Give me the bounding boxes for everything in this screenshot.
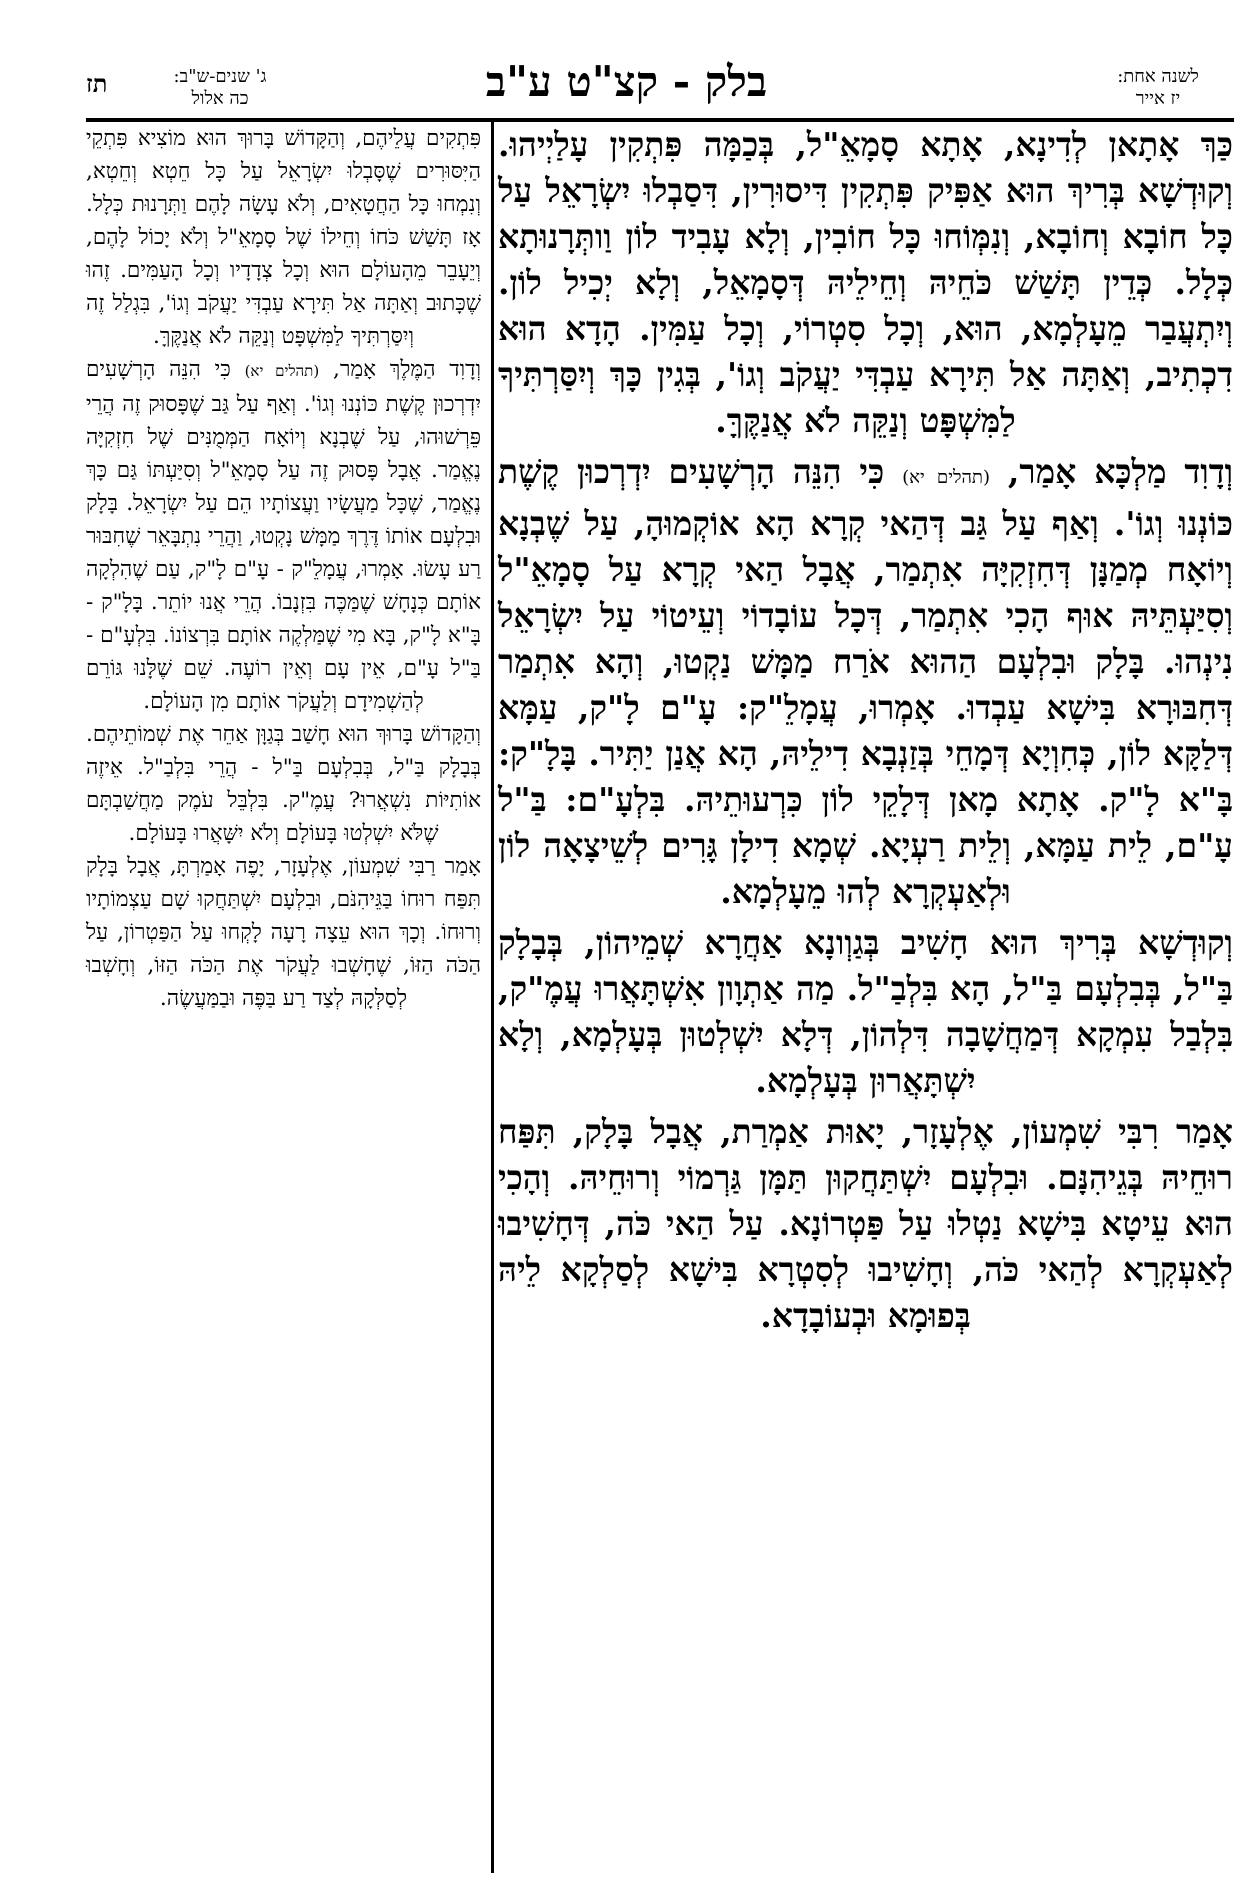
- main-p2-citation: (תהלים יא): [902, 467, 991, 488]
- page-title: בלק - קצ"ט ע"ב: [485, 57, 768, 106]
- header-left-line2: כה אלול: [191, 88, 249, 109]
- main-paragraph-4: אָמַר רִבִּי שִׁמְעוֹן, אֶלְעָזָר, יָאוּת אַמְרַת, אֲבָל בָּלָק, תִּפַּח רוּחֵיהּ בְּגֵיהִנָּם. וּבִלְעָם יִשְׁתַּחֲקוּן תַּמָּן גַּרְמוֹי וְרוּחֵיהּ. וְהָכִי הוּא עֵיטָא בִּישָׁא נַטְלוּ עַל פַּטְרוֹנָא. עַל הַאי כֹּה, דְּחָשִׁיבוּ לְאַעְקְרָא לְהַאי כֹּה, וְחָשִׁיבוּ לְסִטְרָא בִּישָׁא לְסַלְקָא לֵיהּ בְּפוּמָא וּבְעוֹבָדָא.: [498, 1112, 1233, 1335]
- header-right-line1: לשנה אחת:: [1117, 66, 1199, 87]
- header-right: [1083, 66, 1233, 110]
- side-p2-start: וְדָוִד הַמֶּלֶךְ אָמַר,: [332, 357, 481, 382]
- main-paragraph-1: כַּךְ אָתָאן לְדִינָא, אָתָא סָמָאֵ"ל, בְּכַמָּה פִּתְקִין עָלַיְיהוּ. וְקוּדְשָׁא בְּרִיךְ הוּא אַפִּיק פִּתְקִין דִּיסוּרִין, דִּסַבְלוּ יִשְׂרָאֵל עַל כָּל חוֹבָא וְחוֹבָא, וְנִמְּוֹחוּ כָּל חוֹבִין, וְלָא עָבִיד לוֹן וַותְּרָנוּתָא כְּלָל. כְּדֵין תָּשַׁשׁ כֹּחֵיהּ וְחֵילֵיהּ דְּסָמָאֵל, וְלָא יְכִיל לוֹן. וְיִתְעֲבַר מֵעָלְמָא, הוּא, וְכָל סִטְרוֹי, וְכָל עַמִּין. הָדָא הוּא דִכְתִיב, וְאַתָּה אַל תִּירָא עַבְדִּי יַעֲקֹב וְגוֹ', בְּגִין כָּךְ וְיִסַּרְתִּיךָ לַמִּשְׁפָּט וְנַקֵּה לֹא אֲנַקֶּךָּ.: [498, 125, 1233, 440]
- main-paragraph-2: [498, 449, 1233, 915]
- header-left-line1: ג' שנים-ש"ב:: [173, 66, 267, 87]
- main-p2-rest: כִּי הִנֵּה הָרְשָׁעִים יִדְרְכוּן קֶשֶׁת כּוֹנְנוּ וְגוֹ'. וְאַף עַל גַּב דְּהַאי קְרָא הָא אוֹקְמוּהָ, עַל שֶׁבְנָא וְיוֹאָח מְמַנָּן דְּחִזְקִיָּה אִתְמַר, אֲבָל הַאי קְרָא עַל סָמָאֵ"ל וְסִיַּעְתֵּיהּ אוּף הָכִי אִתְמַר, דְּכָל עוֹבָדוֹי וְעֵיטוֹי עַל יִשְׂרָאֵל נִינְהוּ. בָּלָק וּבִלְעָם הַהוּא אֹרַח מַמָּשׁ נַקְטוּ, וְהָא אִתְמַר דְּחִבּוּרָא בִּישָׁא עַבְדוּ. אָמְרוּ, עֲמָלֵ"ק: עָ"ם לָ"ק, עַמָּא דְּלַקָּא לוֹן, כְּחִוְיָא דְּמָחֵי בְּזַנְבָא דִילֵיהּ, הָא אֲנַן יַתִּיר. בָּלָ"ק: בָּ"א לָ"ק. אָתָא מָאן דְּלָקֵי לוֹן כִּרְעוּתֵיהּ. בִּלְעָ"ם: בַּ"ל עָ"ם, לֵית עַמָּא, וְלֵית רַעְיָא. שְׁמָא דִילָן גָּרִים לְשֵׁיצָאָה לוֹן וּלְאַעְקְרָא לְהוּ מֵעָלְמָא.: [498, 452, 1233, 911]
- side-column: [86, 122, 481, 1015]
- main-p2-start: וְדָוִד מַלְכָּא אָמַר,: [1007, 452, 1234, 491]
- main-paragraph-3: וְקוּדְשָׁא בְּרִיךְ הוּא חָשִׁיב בְּגַוְונָא אַחֲרָא שְׁמֵיהוֹן, בְּבָלָק בַּ"ל, בְּבִלְעָם בַּ"ל, הָא בִּלְבַ"ל. מַה אַתְוָון אִשְׁתָּאֲרוּ עֲמֶ"ק, בִּלְבַל עִמְקָא דְּמַחֲשָׁבָה דִּלְהוֹן, דְּלָא יִשְׁלְטוּן בְּעָלְמָא, וְלָא יִשְׁתָּאֲרוּן בְּעָלְמָא.: [498, 923, 1233, 1100]
- column-divider: [491, 118, 494, 1873]
- main-column: [498, 122, 1233, 1339]
- header-left: [130, 66, 310, 110]
- side-paragraph-2: [86, 353, 481, 718]
- side-p2-rest: כִּי הִנֵּה הָרְשָׁעִים יִדְרְכוּן קֶשֶׁת כּוֹנְנוּ וְגוֹ'. וְאַף עַל גַּב שֶׁפָּסוּק זֶה הֲרֵי פֵּרְשׁוּהוּ, עַל שֶׁבְנָא וְיוֹאָח הַמְּמֻנִּים שֶׁל חִזְקִיָּה נֶאֱמַר. אֲבָל פָּסוּק זֶה עַל סָמָאֵ"ל וְסִיַּעְתּוֹ גַּם כָּךְ נֶאֱמַר, שֶׁכָּל מַעֲשָׂיו וַעֲצוֹתָיו הֵם עַל יִשְׂרָאֵל. בָּלָק וּבִלְעָם אוֹתוֹ דֶּרֶךְ מַמָּשׁ נָקְטוּ, וַהֲרֵי נִתְבָּאֵר שֶׁחִבּוּר רַע עָשׂוּ. אָמְרוּ, עֲמָלֵ"ק - עָ"ם לָ"ק, עַם שֶׁהִלְקָה אוֹתָם כְּנָחָשׁ שֶׁמַּכֶּה בִּזְנָבוֹ. הֲרֵי אֲנוּ יוֹתֵר. בָּלָ"ק - בָּ"א לָ"ק, בָּא מִי שֶׁמַּלְקֶה אוֹתָם בִּרְצוֹנוֹ. בִּלְעָ"ם - בַּ"ל עָ"ם, אֵין עָם וְאֵין רוֹעֶה. שֵׁם שֶׁלָּנוּ גּוֹרֵם לְהַשְׁמִידָם וְלַעֲקֹר אוֹתָם מִן הָעוֹלָם.: [86, 357, 481, 714]
- header-right-line2: יז אייר: [1135, 88, 1181, 109]
- side-paragraph-1: פִּתְקִים עֲלֵיהֶם, וְהַקָּדוֹשׁ בָּרוּךְ הוּא מוֹצִיא פִּתְקֵי הַיִּסּוּרִים שֶׁסָּבְלוּ יִשְׂרָאֵל עַל כָּל חֵטְא וְחֵטְא, וְנִמְחוּ כָּל הַחֲטָאִים, וְלֹא עָשָׂה לָהֶם וַתְּרָנוּת כְּלָל. אָז תָּשַׁשׁ כֹּחוֹ וְחֵילוֹ שֶׁל סָמָאֵ"ל וְלֹא יָכוֹל לָהֶם, וְיֵעָבֵר מֵהָעוֹלָם הוּא וְכָל צְדָדָיו וְכָל הָעַמִּים. זֶהוּ שֶׁכָּתוּב וְאַתָּה אַל תִּירָא עַבְדִּי יַעֲקֹב וְגוֹ', בִּגְלַל זֶה וְיִסַּרְתִּיךָ לַמִּשְׁפָּט וְנַקֵּה לֹא אֲנַקֶּךָּ.: [86, 126, 481, 349]
- side-paragraph-4: אָמַר רַבִּי שִׁמְעוֹן, אֶלְעָזָר, יָפֶה אָמַרְתָּ, אֲבָל בָּלָק תִּפַּח רוּחוֹ בַּגֵּיהִנֹּם, וּבִלְעָם יִשְׁתַּחֲקוּ שָׁם עַצְמוֹתָיו וְרוּחוֹ. וְכָךְ הוּא עֵצָה רָעָה לָקְחוּ עַל הַפַּטְרוֹן, עַל הַכֹּה הַזּוֹ, שֶׁחָשְׁבוּ לַעֲקֹר אֶת הַכֹּה הַזּוֹ, וְחָשְׁבוּ לְסַלְּקָהּ לְצַד רַע בַּפֶּה וּבַמַּעֲשֶׂה.: [86, 854, 481, 1011]
- page-number: תז: [86, 69, 108, 98]
- side-paragraph-3: וְהַקָּדוֹשׁ בָּרוּךְ הוּא חָשַׁב בְּגַוָּן אַחֵר אֶת שְׁמוֹתֵיהֶם. בְּבָלָק בַּ"ל, בְּבִלְעָם בַּ"ל - הֲרֵי בִּלְבַ"ל. אֵיזֶה אוֹתִיּוֹת נִשְׁאֲרוּ? עֲמֶ"ק. בִּלְבֵּל עֹמֶק מַחֲשַׁבְתָּם שֶׁלֹּא יִשְׁלְטוּ בָּעוֹלָם וְלֹא יִשָּׁאֲרוּ בָּעוֹלָם.: [86, 722, 481, 846]
- side-p2-citation: (תהלים יא): [244, 362, 320, 380]
